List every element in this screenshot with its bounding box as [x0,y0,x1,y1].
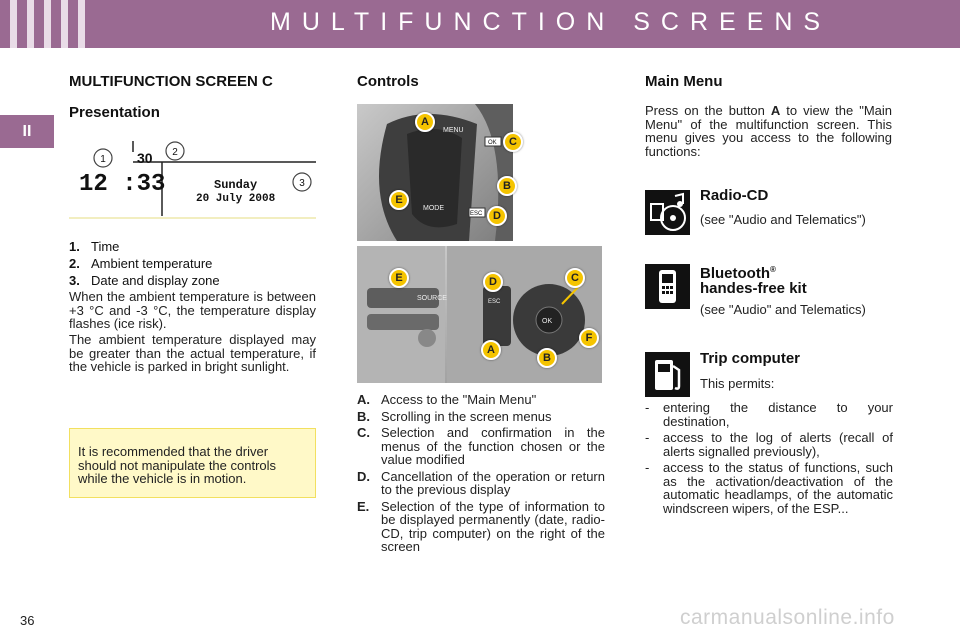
controls-heading: Controls [357,73,419,90]
sunlight-paragraph: The ambient temperature displayed may be greater than the actual temperature, if the vehicle is parked in bright sunlight. [69,332,316,374]
radio-cd-icon [645,190,690,235]
trip-computer-text: This permits: [700,376,775,391]
trip-computer-list [645,401,893,518]
badge-d: D [487,206,507,226]
badge-f-dashboard: F [579,328,599,348]
badge-c: C [503,132,523,152]
list-item: - access to the log of alerts (recall of alerts signalled previously), [645,430,893,459]
list-item: D. Cancellation of the operation or return to the previous display [357,468,605,497]
phone-icon [645,264,690,309]
screen-c-heading: MULTIFUNCTION SCREEN C [69,73,273,90]
mode-label: MODE [423,205,444,212]
list-item: 1. Time [69,239,120,254]
radio-cd-title: Radio-CD [700,187,769,204]
page-number: 36 [20,613,35,628]
header-title: MULTIFUNCTION SCREENS [270,8,832,36]
badge-b: B [497,176,517,196]
badge-b-dashboard: B [537,348,557,368]
header-stripes [10,0,85,48]
menu-label: MENU [443,127,464,134]
list-item: E. Selection of the type of information to be displayed permanently (date, radio-CD, trip computer) on the right of the screen [357,498,605,554]
esc-label: ESC [470,211,483,217]
list-item: A. Access to the "Main Menu" [357,392,537,407]
badge-e-dashboard: E [389,268,409,288]
list-item: C. Selection and confirmation in the menus of the function chosen or the value modified [357,425,605,467]
list-item: B. Scrolling in the screen menus [357,408,552,424]
radio-cd-text: (see "Audio and Telematics") [700,212,866,227]
screen-c-illustration [69,138,316,222]
svg-text:1: 1 [100,154,106,165]
callout-3 [293,173,311,191]
fuel-pump-icon [645,352,690,397]
main-menu-intro: Press on the button A to view the "Main Menu" of the multifunction screen. This menu gives you access to the following functions: [645,103,892,159]
steering-controls-photo [357,104,517,241]
list-item: 3. Date and display zone [69,273,220,288]
svg-text:2: 2 [172,147,178,158]
main-menu-heading: Main Menu [645,73,723,90]
svg-text:3: 3 [299,178,305,189]
illus-temperature: 30 [137,150,153,166]
illus-date: 20 July 2008 [196,193,276,205]
dashboard-controls-photo [357,246,602,383]
badge-d-dashboard: D [483,272,503,292]
bluetooth-text: (see "Audio" and Telematics) [700,302,866,317]
illus-time: 12 :33 [79,171,166,198]
badge-a: A [415,112,435,132]
badge-c-dashboard: C [565,268,585,288]
list-item: - entering the distance to your destination, [645,400,893,429]
presentation-heading: Presentation [69,104,160,121]
controls-list [357,393,605,557]
page-header [0,0,960,48]
illus-day: Sunday [214,178,258,192]
callout-2 [166,142,184,160]
callout-1 [94,149,112,167]
watermark: carmanualsonline.info [680,606,895,629]
badge-a-dashboard: A [481,340,501,360]
presentation-list [69,239,317,290]
trip-computer-title: Trip computer [700,350,801,367]
list-item: - access to the status of functions, such as the activation/deactivation of the automatic headlamps, of the automatic windscreen wipers, of the ESP... [645,460,893,516]
bluetooth-title: Bluetooth® handes-free kit [700,265,807,297]
safety-note: It is recommended that the driver should not manipulate the controls while the vehicle is in motion. [69,428,316,498]
list-item: 2. Ambient temperature [69,256,213,271]
source-label: SOURCE [417,295,447,302]
badge-e: E [389,190,409,210]
svg-text:ESC: ESC [488,299,501,305]
chapter-tab: II [0,115,54,148]
ok-label: OK [488,140,497,146]
svg-text:OK: OK [542,318,553,325]
ice-risk-paragraph: When the ambient temperature is between +3 °C and -3 °C, the temperature display flashes (ice risk). [69,289,316,331]
